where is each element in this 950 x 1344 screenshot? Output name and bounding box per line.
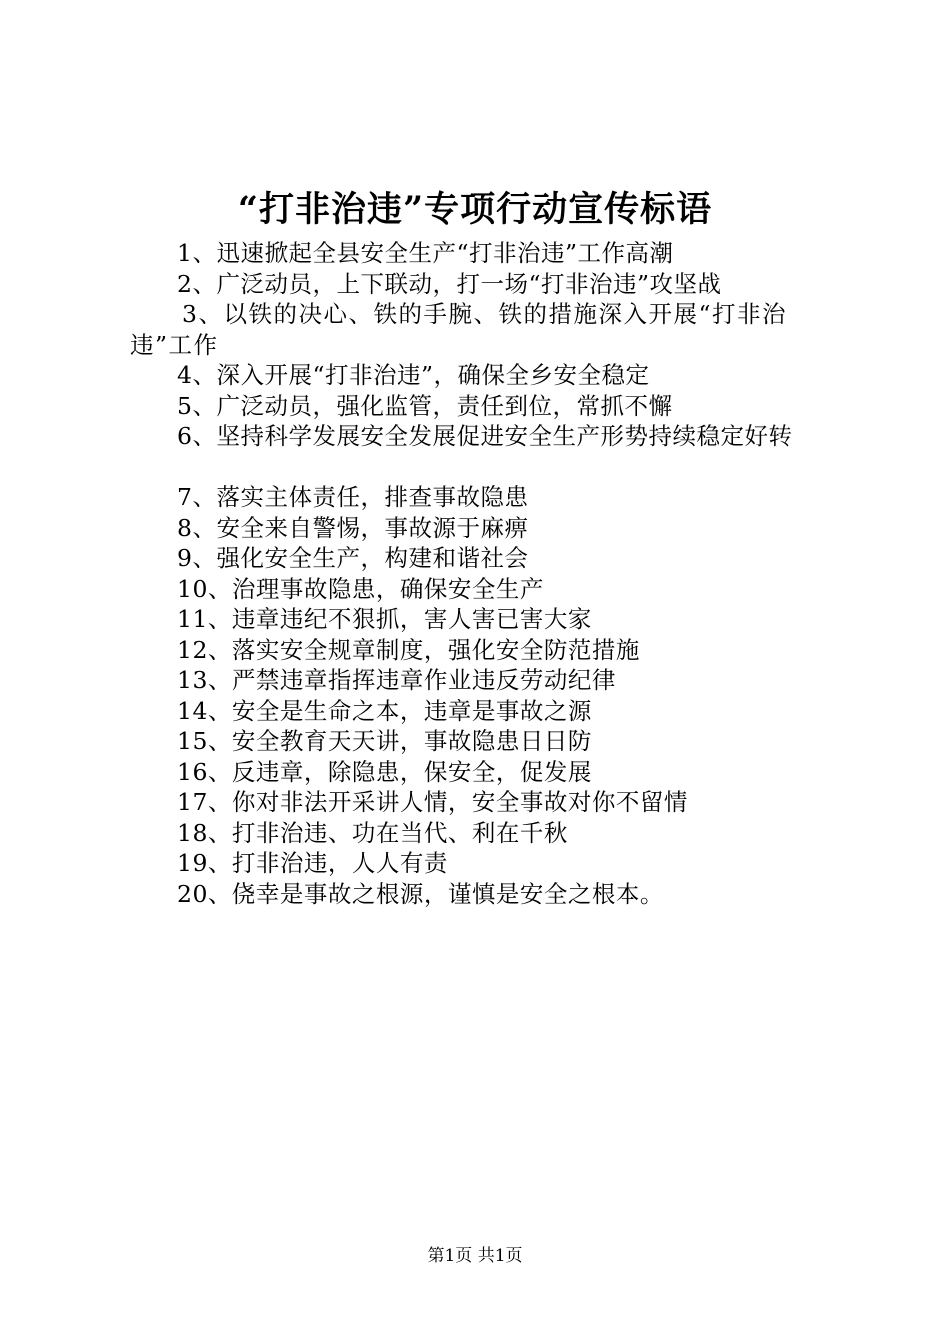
slogan-item: 17、你对非法开采讲人情，安全事故对你不留情 — [177, 788, 688, 816]
slogan-item: 6、坚持科学发展安全发展促进安全生产形势持续稳定好转 — [177, 422, 793, 450]
slogan-item: 8、安全来自警惕，事故源于麻痹 — [177, 513, 529, 542]
slogan-item: 20、侥幸是事故之根源，谨慎是安全之根本。 — [177, 879, 664, 908]
slogan-item: 9、强化安全生产，构建和谐社会 — [177, 544, 529, 572]
page-footer: 第1页 共1页 — [427, 1246, 523, 1266]
slogan-list — [130, 238, 835, 909]
slogan-item: 12、落实安全规章制度，强化安全防范措施 — [177, 635, 640, 664]
slogan-item: 4、深入开展“打非治违”，确保全乡安全稳定 — [177, 361, 650, 389]
slogan-item: 1、迅速掀起全县安全生产“打非治违”工作高潮 — [177, 239, 674, 267]
slogan-item: 5、广泛动员，强化监管，责任到位，常抓不懈 — [177, 391, 673, 420]
slogan-item: 13、严禁违章指挥违章作业违反劳动纪律 — [177, 666, 616, 694]
slogan-item: 15、安全教育天天讲，事故隐患日日防 — [177, 727, 592, 755]
slogan-item: 3、以铁的决心、铁的手腕、铁的措施深入开展“打非治违”工作 — [130, 300, 787, 359]
slogan-item: 16、反违章，除隐患，保安全，促发展 — [177, 757, 592, 786]
slogan-item: 10、治理事故隐患，确保安全生产 — [177, 574, 544, 603]
slogan-item: 18、打非治违、功在当代、利在千秋 — [177, 818, 568, 847]
slogan-item: 14、安全是生命之本，违章是事故之源 — [177, 696, 592, 725]
document-title: “打非治违”专项行动宣传标语 — [237, 189, 713, 230]
slogan-item: 19、打非治违，人人有责 — [177, 849, 448, 877]
slogan-item: 2、广泛动员，上下联动，打一场“打非治违”攻坚战 — [177, 269, 722, 298]
slogan-item: 7、落实主体责任，排查事故隐患 — [177, 483, 529, 511]
slogan-item: 11、违章违纪不狠抓，害人害已害大家 — [177, 605, 592, 633]
